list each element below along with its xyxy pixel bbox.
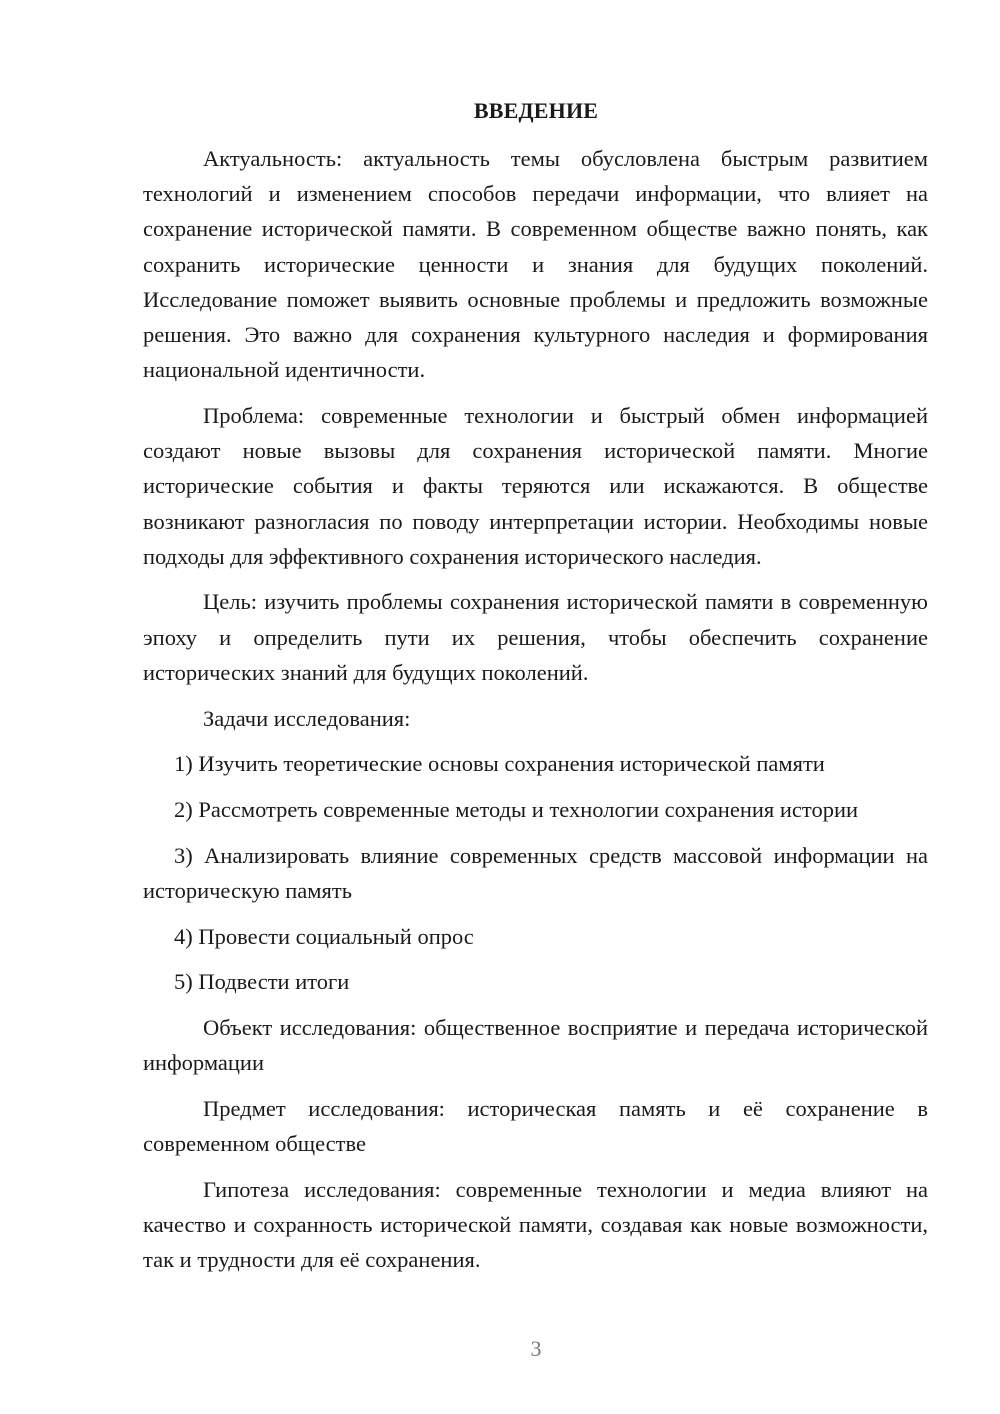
paragraph-relevance: Актуальность: актуальность темы обусловлена быстрым развитием технологий и изменением способов передачи информации, что влияет на сохранение исторической памяти. В современном обществе важно понять, как сохранить исторические ценности и знания для будущих поколений. Исследование поможет выявить основные проблемы и предложить возможные решения. Это важно для сохранения культурного наследия и формирования национальной идентичности. [143,146,928,383]
paragraph-problem: Проблема: современные технологии и быстрый обмен информацией создают новые вызовы для сохранения исторической памяти. Многие исторические события и факты теряются или искажаются. В обществе возникают разногласия по поводу интерпретации истории. Необходимы новые подходы для эффективного сохранения исторического наследия. [143,402,928,569]
paragraph-subject: Предмет исследования: историческая память и её сохранение в современном обществе [143,1095,928,1157]
body-text [143,141,928,1288]
paragraph-hypothesis: Гипотеза исследования: современные технологии и медиа влияют на качество и сохранность исторической памяти, создавая как новые возможности, так и трудности для её сохранения. [143,1176,928,1273]
paragraph-object: Объект исследования: общественное восприятие и передача исторической информации [143,1014,928,1076]
task-item: 2) Рассмотреть современные методы и технологии сохранения истории [174,796,859,822]
task-item: 3) Анализировать влияние современных средств массовой информации на историческую память [143,842,928,903]
task-item: 5) Подвести итоги [174,969,350,995]
task-item: 1) Изучить теоретические основы сохранения исторической памяти [174,751,825,777]
tasks-heading: Задачи исследования: [203,705,411,731]
task-item: 4) Провести социальный опрос [174,923,474,949]
paragraph-goal: Цель: изучить проблемы сохранения исторической памяти в современную эпоху и определить пути их решения, чтобы обеспечить сохранение исторических знаний для будущих поколений. [143,589,928,685]
page-number: 3 [530,1336,542,1361]
section-title: ВВЕДЕНИЕ [473,98,599,123]
